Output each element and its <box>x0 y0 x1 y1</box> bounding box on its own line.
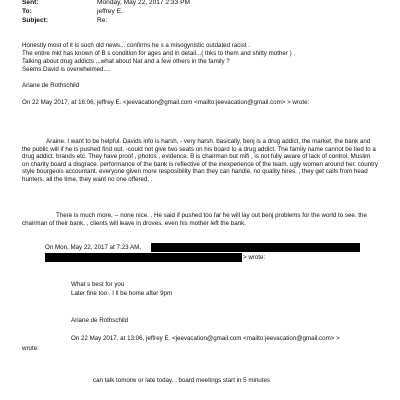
reply-line: The entire mkt has known of B s condition for ages and in detail...( thks to them and shitty mother ) . <box>22 50 296 57</box>
quote-paragraph: Araine. I want to be helpful. Davids info is harsh, - very harsh. basically, benj is a drug addict, the market, the bank and the public will if he is pushed find out. -could not give two seats on his board to a drug addict. The family name cannot be tied to a drug addict. brands etc. They have proof , photos , evidence. B is chairman but mifi , is not fully aware of lack of control. Muslim on charity board a disgrace. performance of the bank is reflective of the inexperience of the team. ugly women around her. country style bourgeois accountant. everyone given more resposibility than they can handle. no quality hires. , they get calls from head hunters. all the time, they want no one offered. . <box>22 138 378 183</box>
redaction-bar <box>151 243 360 252</box>
reply-line: Talking about drug addicts ...what about Nat and a few others in the family ? <box>22 58 230 65</box>
quote-line: Later fine too . I ll be home after 9pm <box>71 290 173 297</box>
subject-label: Subject: <box>22 17 49 24</box>
quote-paragraph: There is much more, -- none nice. . He said if pushed too far he will lay out benj problems for the world to see. the chairman of their bank, , clients will leave in droves. even his mother left the bank. <box>22 212 367 227</box>
signature: Ariane de Rothschild <box>22 82 80 89</box>
quote-line: can talk tomorw or late today. , board meetings start in 5 minutes <box>93 377 270 384</box>
signature: Ariane de Rothschild <box>71 317 129 324</box>
sent-label: Sent: <box>22 0 39 6</box>
reply-line: Seems David is overwhelmed.... <box>22 66 111 73</box>
to-value: jeffrey E. <box>97 8 123 15</box>
quote-header: On 22 May 2017, at 13:06, jeffrey E. <jeevacation@gmail.com <mailto:jeevacation@gmail.com> > <box>71 335 340 342</box>
quote-wrote: wrote: <box>22 345 39 352</box>
to-label: To: <box>22 8 32 15</box>
reply-line: Honestly most of it is such old news... confirms he s a misogynistic outdated racist . <box>22 42 250 49</box>
redaction-bar <box>45 253 242 262</box>
sent-value: Monday, May 22, 2017 2:33 PM <box>97 0 190 6</box>
quote-header: On Mon, May 22, 2017 at 7:23 AM, <box>45 244 141 251</box>
quote-wrote: > wrote: <box>243 254 266 261</box>
subject-value: Re: <box>97 17 108 24</box>
quote-header: On 22 May 2017, at 16:06, jeffrey E. <jeevacation@gmail.com <mailto:jeevacation@gmail.com> > wrote: <box>22 99 310 106</box>
quote-line: What s best for you <box>71 281 125 288</box>
